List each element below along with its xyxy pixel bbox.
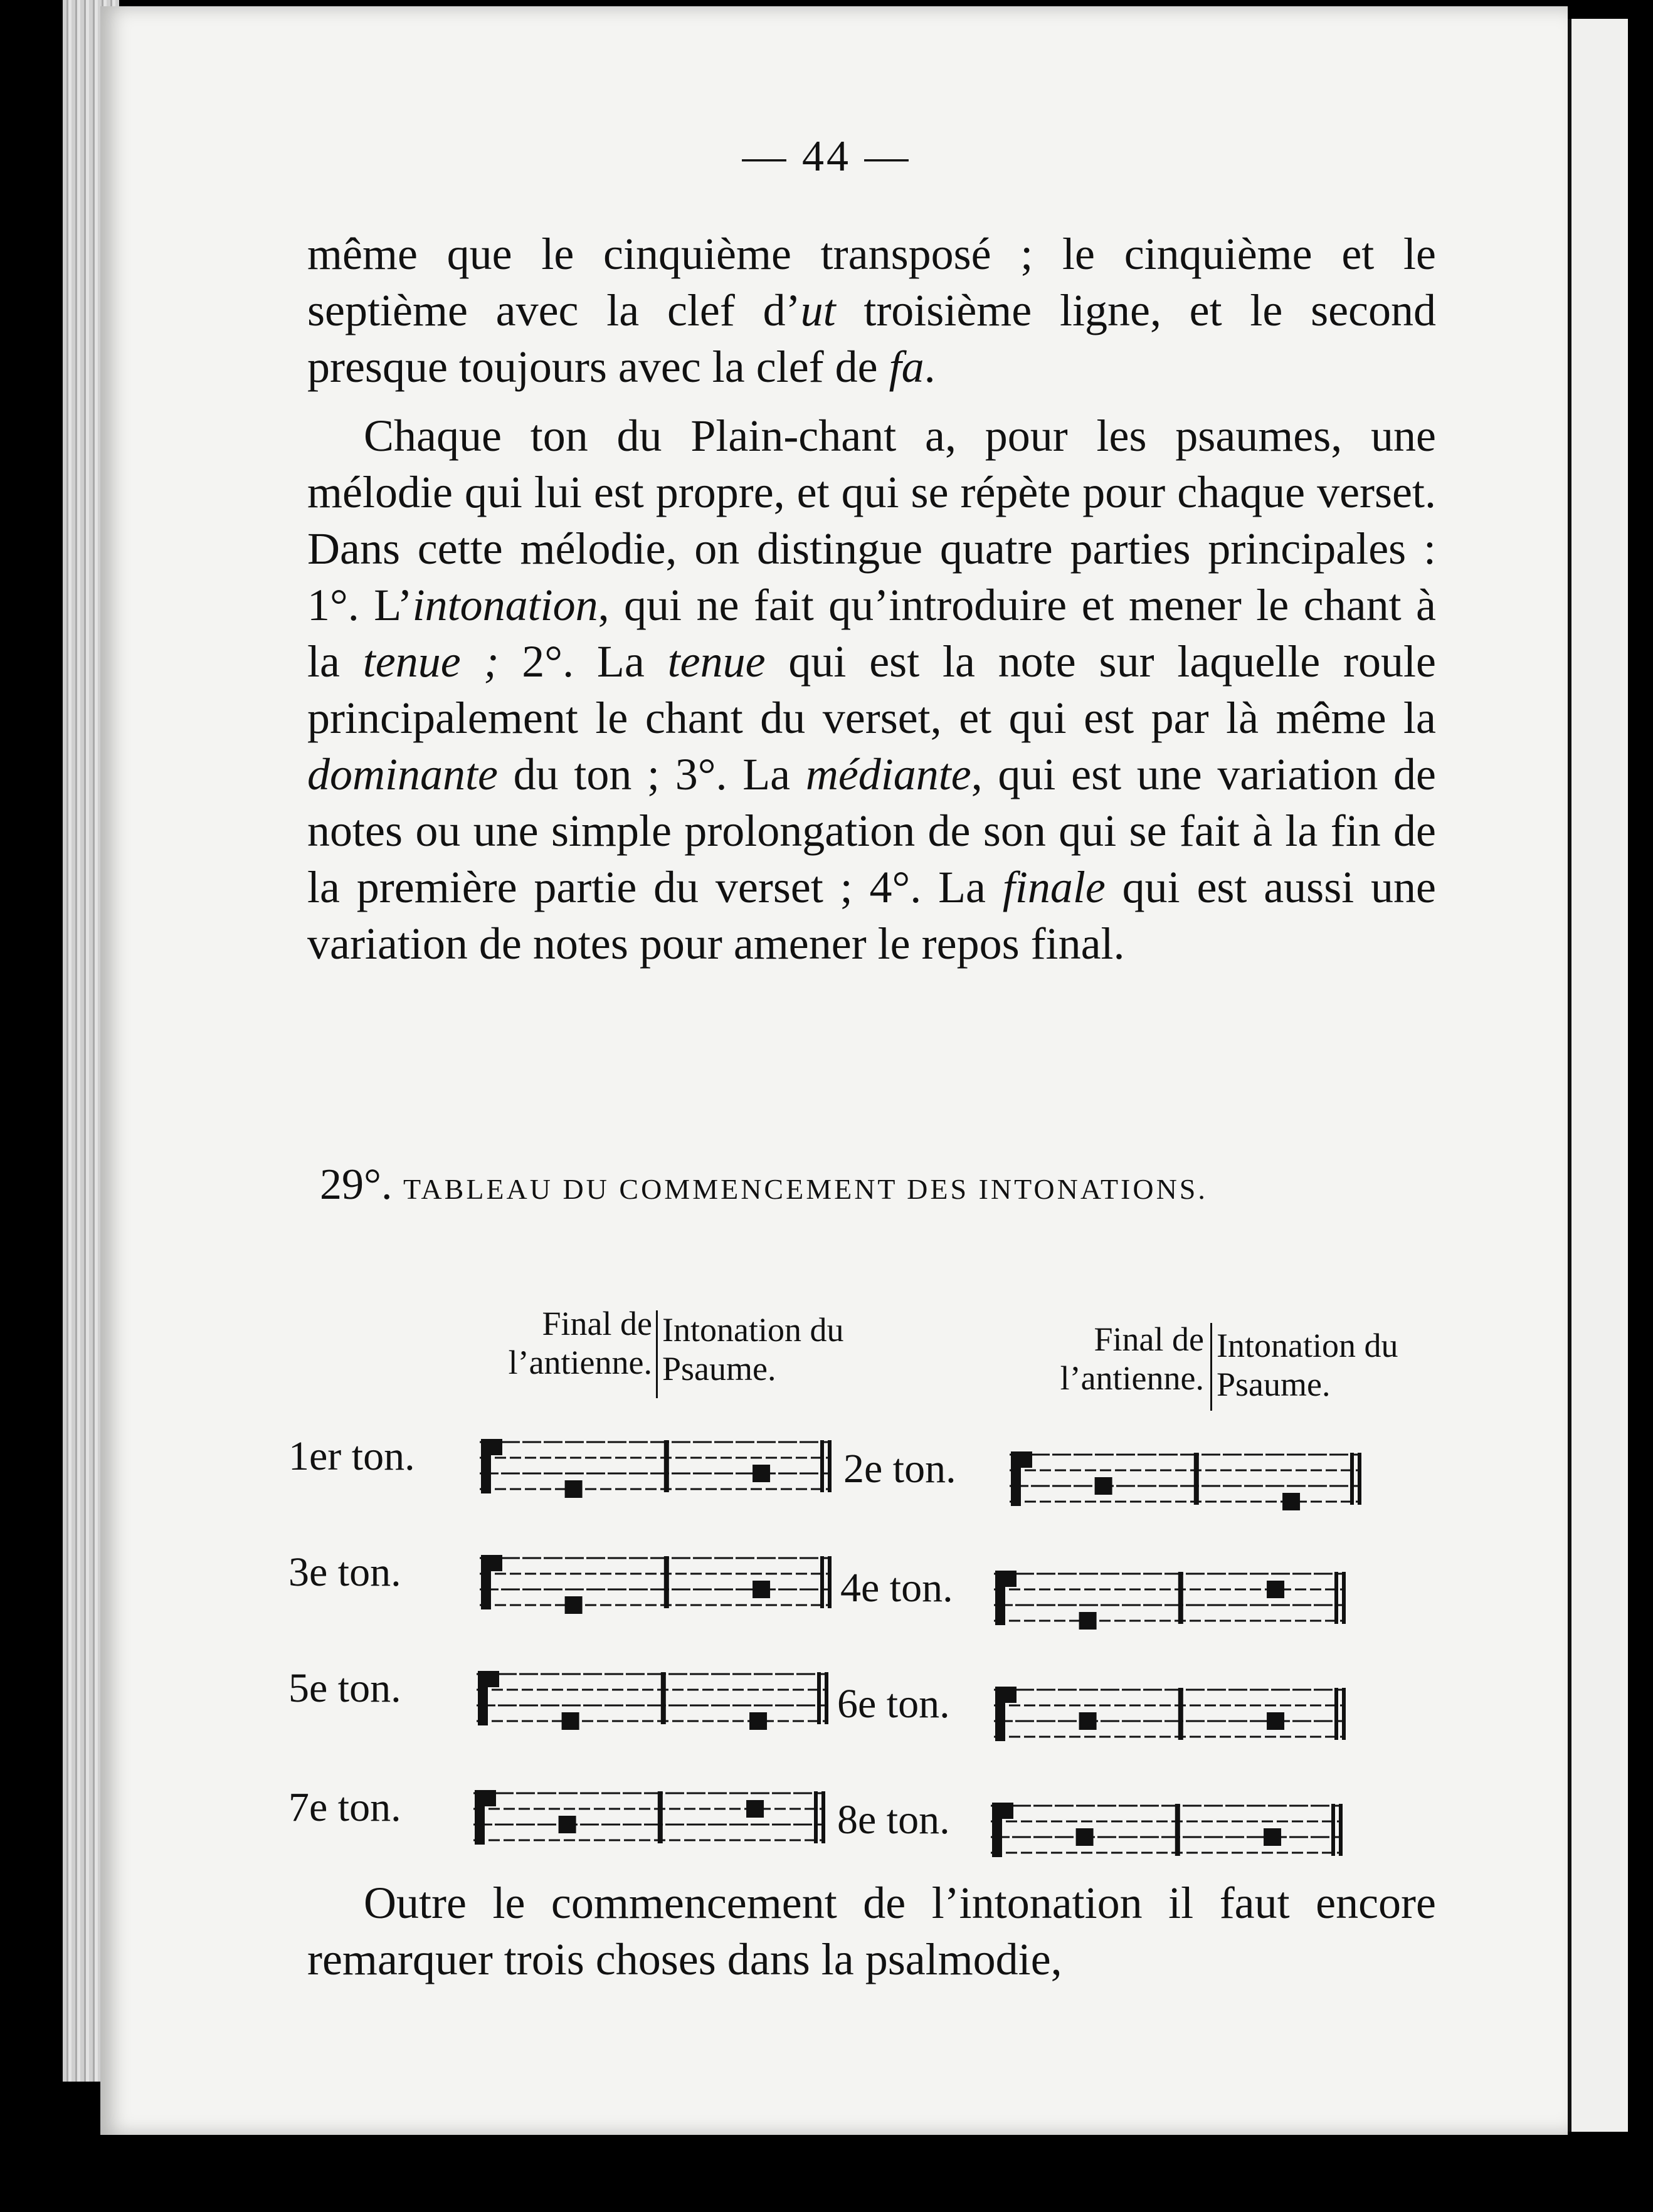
clef-sign (1000, 1803, 1013, 1819)
divisio-bar (661, 1672, 666, 1724)
tone-label: 2e ton. (843, 1446, 956, 1492)
header-divider-left (656, 1310, 658, 1398)
clef-sign (1018, 1451, 1032, 1468)
text-run: . (924, 342, 936, 392)
intonation-note (1267, 1712, 1284, 1730)
final-double-bar (1350, 1453, 1354, 1505)
paragraph-2 (307, 408, 1436, 972)
chant-staff (994, 1687, 1348, 1756)
final-double-bar (820, 1440, 824, 1492)
header-final-right: Final de l’antienne. (1060, 1320, 1204, 1397)
text-run: médiante (805, 749, 971, 799)
antiphon-final-note (1095, 1477, 1112, 1495)
header-intonation-left: Intonation du Psaume. (662, 1311, 844, 1388)
divisio-bar (1175, 1804, 1180, 1856)
facing-page-edge (1568, 19, 1628, 2132)
clef-sign (489, 1439, 502, 1455)
text-run: Outre le commencement de l’intonation il faut encore remarquer trois choses dans la psalmodie, (307, 1878, 1436, 1984)
chant-staff (1010, 1451, 1364, 1520)
text-run: , qui est une variation de notes ou une simple prolongation de son qui se fait à la fin de la première partie du verset ; 4°. La (307, 749, 1436, 912)
paragraph-3-text (307, 1875, 1436, 1988)
antiphon-final-note (1079, 1712, 1097, 1730)
text-run: du ton ; 3°. La (497, 749, 806, 799)
text-run: tenue ; (362, 636, 499, 687)
intonation-note (1267, 1581, 1284, 1598)
clef-sign (489, 1555, 502, 1571)
paragraph-1 (307, 226, 1436, 395)
intonation-note (1264, 1828, 1281, 1846)
clef-sign (1003, 1687, 1017, 1703)
final-double-bar (828, 1440, 832, 1492)
final-double-bar (1342, 1688, 1346, 1740)
final-double-bar (1342, 1572, 1346, 1624)
final-double-bar (817, 1672, 821, 1724)
section-heading (320, 1160, 1449, 1210)
final-double-bar (1334, 1688, 1338, 1740)
final-double-bar (1334, 1572, 1338, 1624)
text-run: tenue (667, 636, 766, 687)
text-run: troisième ligne, et le second presque toujours avec la clef de (307, 285, 1437, 392)
intonation-note (746, 1800, 764, 1818)
intonation-note (749, 1712, 767, 1730)
tone-label: 5e ton. (288, 1665, 401, 1711)
divisio-bar (1178, 1572, 1183, 1624)
paragraph-2-text (307, 408, 1436, 972)
text-run: ut (800, 285, 836, 335)
antiphon-final-note (559, 1816, 576, 1833)
antiphon-final-note (1076, 1828, 1094, 1846)
text-run: dominante (307, 749, 498, 799)
text-run: Chaque ton du Plain-chant a, pour les psaumes, une mélodie qui lui est propre, et qui se répète pour chaque verset. Dans cette mélodie, on distingue quatre parties principales : 1°. L’ (307, 411, 1436, 630)
chant-staff (991, 1803, 1345, 1872)
antiphon-final-note (1079, 1612, 1097, 1630)
text-run: intonation (412, 580, 598, 630)
text-run: qui est aussi une variation de notes pour amener le repos final. (307, 862, 1436, 969)
chant-staff (477, 1671, 831, 1740)
antiphon-final-note (565, 1480, 583, 1498)
tone-label: 1er ton. (288, 1433, 415, 1479)
header-final-left: Final de l’antienne. (508, 1305, 652, 1381)
tone-label: 3e ton. (288, 1549, 401, 1595)
clef-sign (485, 1671, 499, 1687)
divisio-bar (664, 1440, 669, 1492)
clef-sign (1003, 1571, 1017, 1587)
header-divider-right (1210, 1323, 1212, 1411)
clef-sign (482, 1790, 496, 1806)
final-double-bar (821, 1791, 825, 1843)
final-double-bar (1358, 1453, 1361, 1505)
page-number: — 44 — (742, 132, 911, 181)
paragraph-3 (307, 1875, 1436, 1988)
tone-label: 8e ton. (837, 1797, 950, 1843)
chant-staff (473, 1790, 828, 1859)
text-run: , qui ne fait qu’introduire et mener le chant à la (307, 580, 1436, 687)
final-double-bar (814, 1791, 818, 1843)
chant-staff (480, 1555, 834, 1624)
text-run: fa (889, 342, 924, 392)
divisio-bar (1178, 1688, 1183, 1740)
final-double-bar (825, 1672, 828, 1724)
final-double-bar (1331, 1804, 1335, 1856)
intonation-note (753, 1465, 770, 1482)
final-double-bar (828, 1556, 832, 1608)
text-run: 2°. La (499, 636, 668, 687)
chant-staff (994, 1571, 1348, 1640)
divisio-bar (658, 1791, 663, 1843)
divisio-bar (1194, 1453, 1199, 1505)
text-run: qui est la note sur laquelle roule principalement le chant du verset, et qui est par là même la (307, 636, 1436, 743)
intonation-note (753, 1581, 770, 1598)
section-title: TABLEAU DU COMMENCEMENT DES INTONATIONS. (403, 1173, 1208, 1205)
tone-label: 4e ton. (840, 1565, 953, 1611)
chant-staff (480, 1439, 834, 1508)
section-number: 29°. (320, 1161, 393, 1209)
intonation-note (1282, 1493, 1300, 1510)
text-run: finale (1002, 862, 1106, 912)
header-intonation-right: Intonation du Psaume. (1217, 1327, 1398, 1403)
tone-label: 6e ton. (837, 1681, 950, 1727)
final-double-bar (1339, 1804, 1343, 1856)
paragraph-1-text (307, 226, 1436, 395)
tone-label: 7e ton. (288, 1784, 401, 1830)
antiphon-final-note (565, 1596, 583, 1614)
final-double-bar (820, 1556, 824, 1608)
antiphon-final-note (562, 1712, 579, 1730)
divisio-bar (664, 1556, 669, 1608)
text-run: même que le cinquième transposé ; le cinquième et le septième avec la clef d’ (307, 229, 1436, 335)
